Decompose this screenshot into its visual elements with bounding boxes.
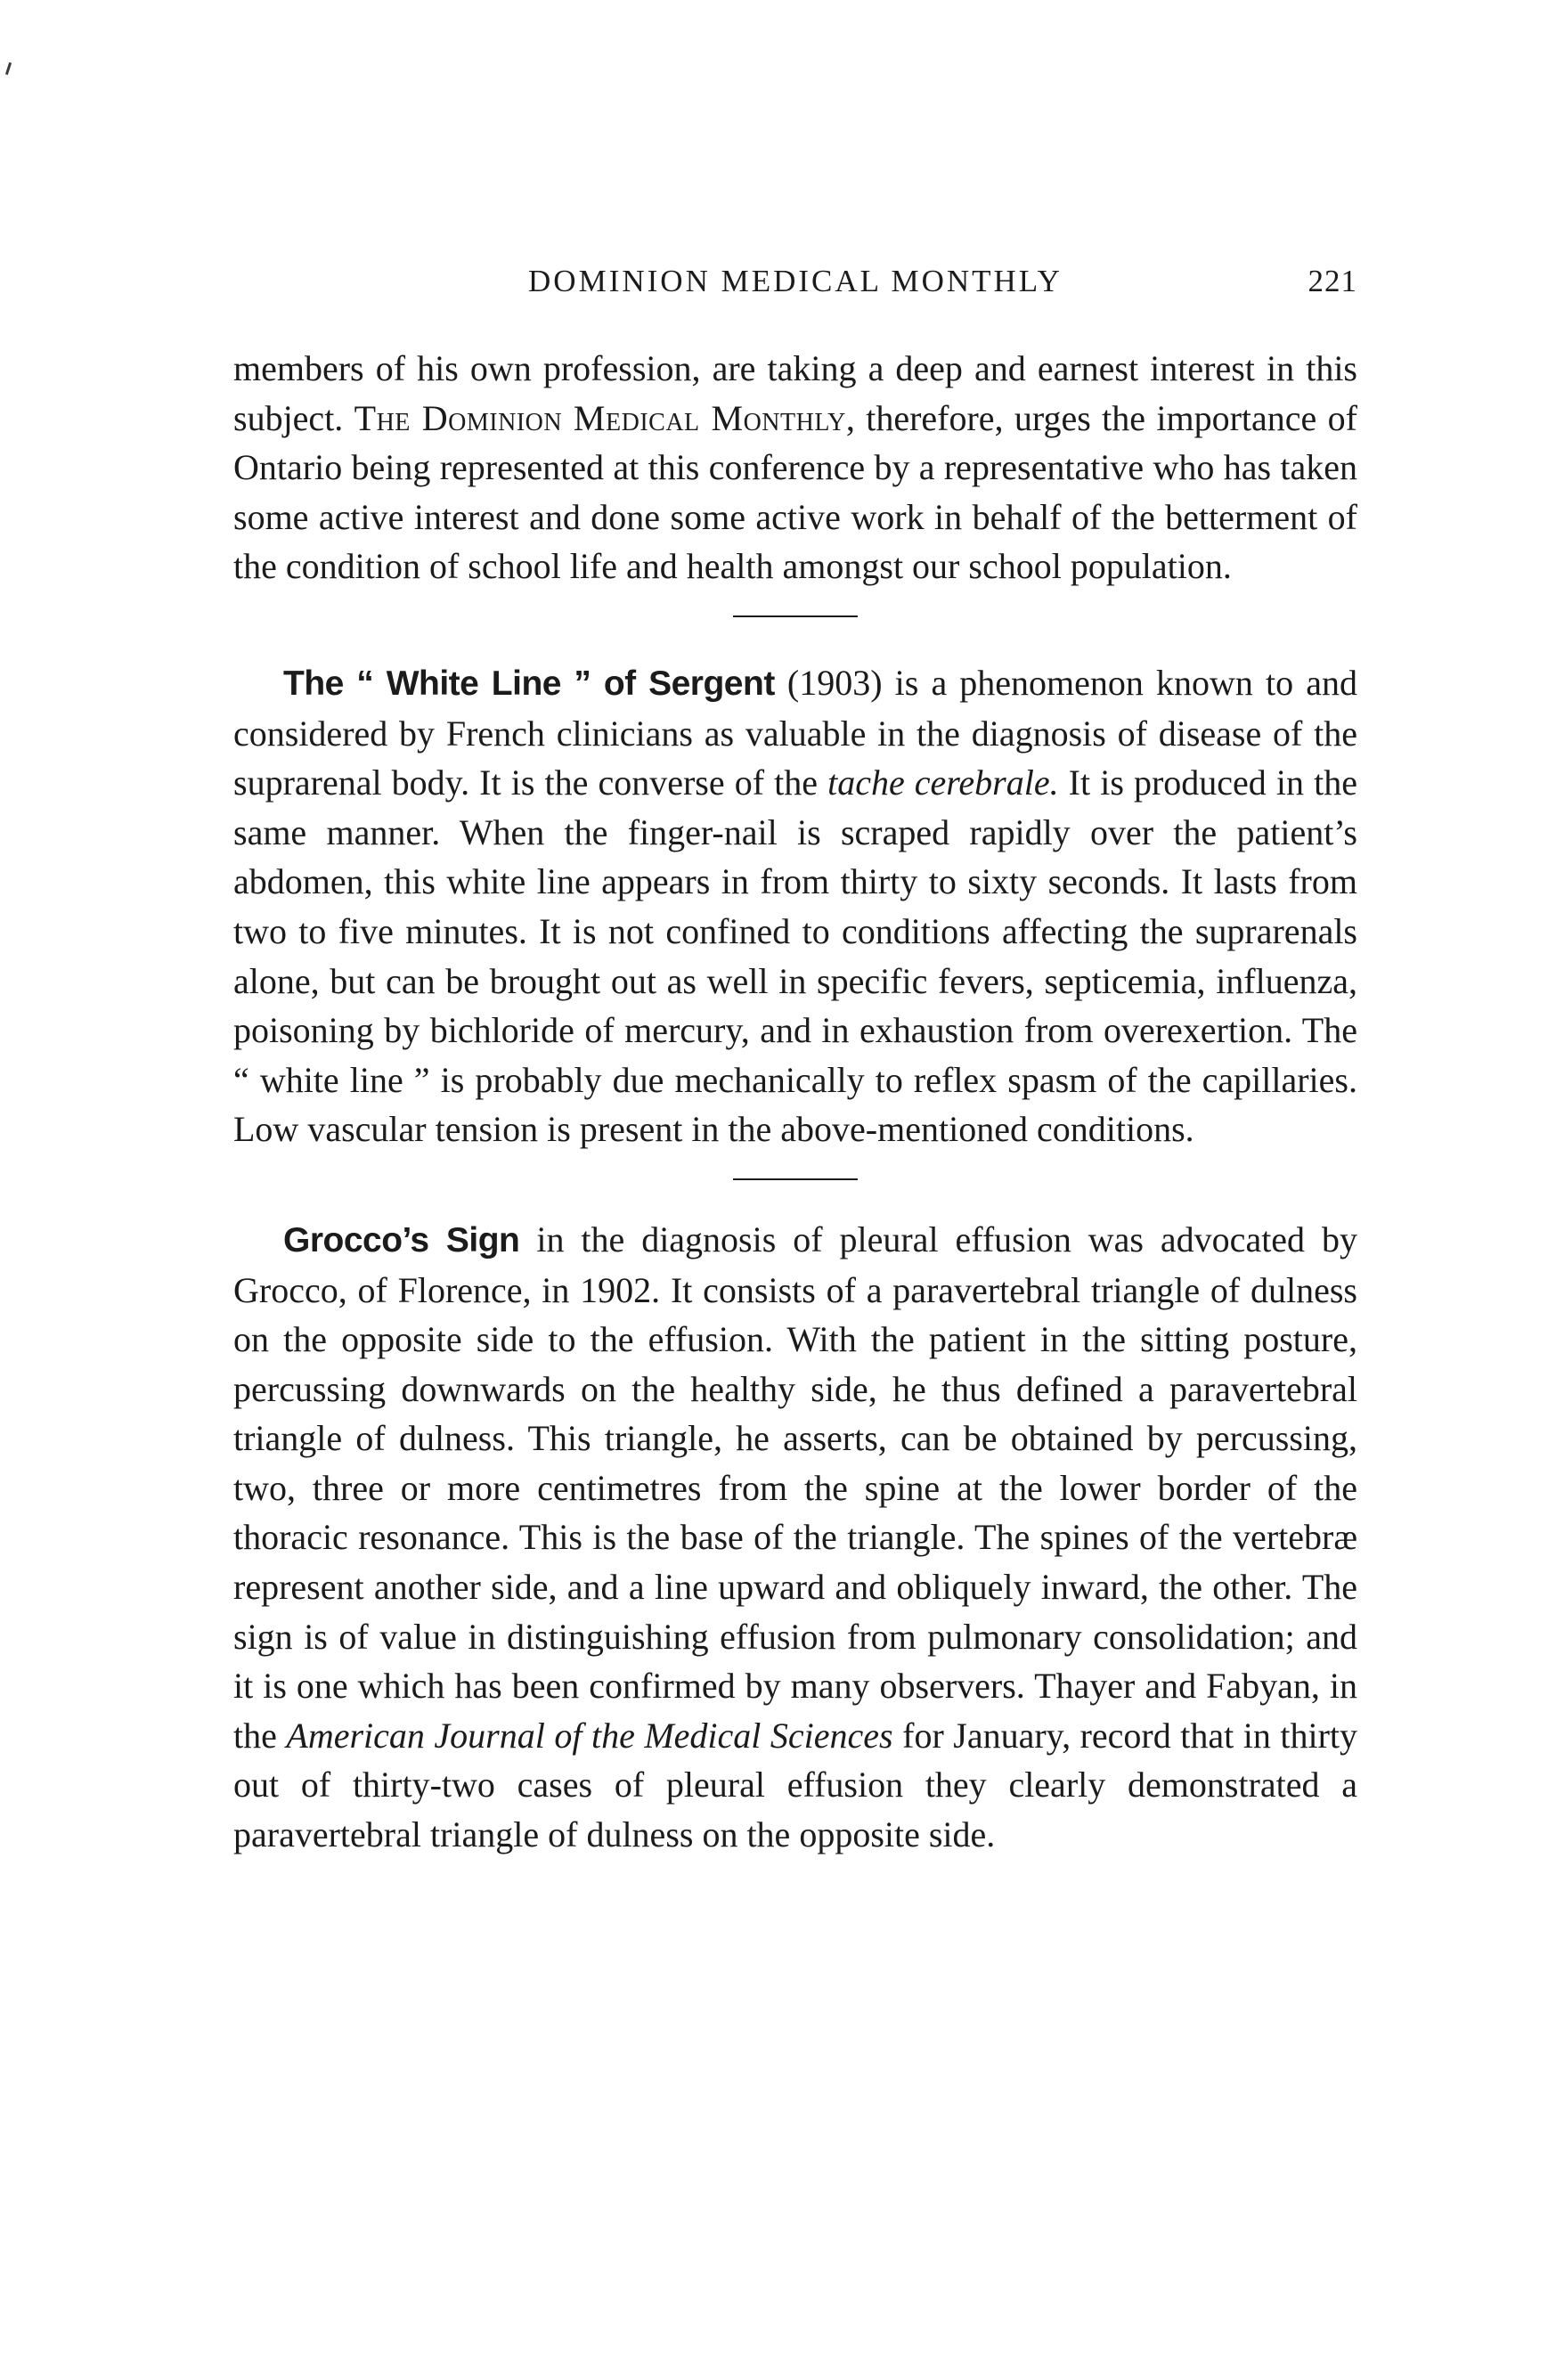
paragraph-text: in the diagnosis of pleural effusion was advocated by Grocco, of Florence, in 1902. It consists of a paravertebral triangle of dulness on the opposite side to the effusion. With the patient in the sitting posture, percussing downwards on the healthy side, he thus defined a paravertebral triangle of dulness. This triangle, he asserts, can be obtained by percussing, two, three or more centimetres from the spine at the lower border of the thoracic resonance. This is the base of the triangle. The spines of the vertebræ represent another side, and a line upward and obliquely inward, the other. The sign is of value in distinguishing effusion from pulmonary consolidation; and it is one which has been confirmed by many observers. Thayer and Fabyan, in the	[233, 1219, 1357, 1756]
paragraph-text: for January, record that in thirty out of thirty-two cases of pleural effusion they clearly demonstrated a paravertebral triangle of dulness on the opposite side.	[233, 1715, 1358, 1855]
section-divider	[733, 615, 858, 617]
page-body	[233, 344, 1357, 1860]
italic-journal-title: American Journal of the Medical Sciences	[286, 1715, 893, 1756]
journal-name: The Dominion Medical Monthly	[354, 397, 846, 438]
paragraph-text: members of his own profession, are taking a deep and earnest interest in this subject.	[233, 348, 1357, 438]
paragraph-white-line	[233, 658, 1357, 1154]
paragraph-conference	[233, 344, 1357, 591]
paragraph-text: (1903) is a phenomenon known to and considered by French clinicians as valuable in the diagnosis of disease of the suprarenal body. It is the converse of the	[233, 662, 1357, 803]
section-divider	[733, 1178, 858, 1180]
page-number: 221	[1308, 264, 1357, 298]
stray-mark	[5, 62, 12, 75]
topic-heading-white-line: The “ White Line ” of Sergent	[283, 664, 775, 703]
paragraph-text: , therefore, urges the importance of Ontario being represented at this conference by a representative who has taken some active interest and done some active work in behalf of the betterment of the condition of school life and health amongst our school population.	[233, 397, 1357, 587]
topic-heading-groccos-sign: Grocco’s Sign	[283, 1220, 520, 1259]
italic-term: tache cerebrale.	[827, 762, 1059, 803]
running-title: DOMINION MEDICAL MONTHLY	[528, 264, 1063, 298]
paragraph-text: It is produced in the same manner. When the finger-nail is scraped rapidly over the patient’s abdomen, this white line appears in from thirty to sixty seconds. It lasts from two to five minutes. It is not confined to conditions affecting the suprarenals alone, but can be brought out as well in specific fevers, septicemia, influenza, poisoning by bichloride of mercury, and in exhaustion from overexertion. The “ white line ” is probably due mechanically to reflex spasm of the capillaries. Low vascular tension is present in the above-mentioned conditions.	[233, 762, 1357, 1150]
page-header	[233, 257, 1357, 310]
paragraph-groccos-sign	[233, 1215, 1357, 1860]
